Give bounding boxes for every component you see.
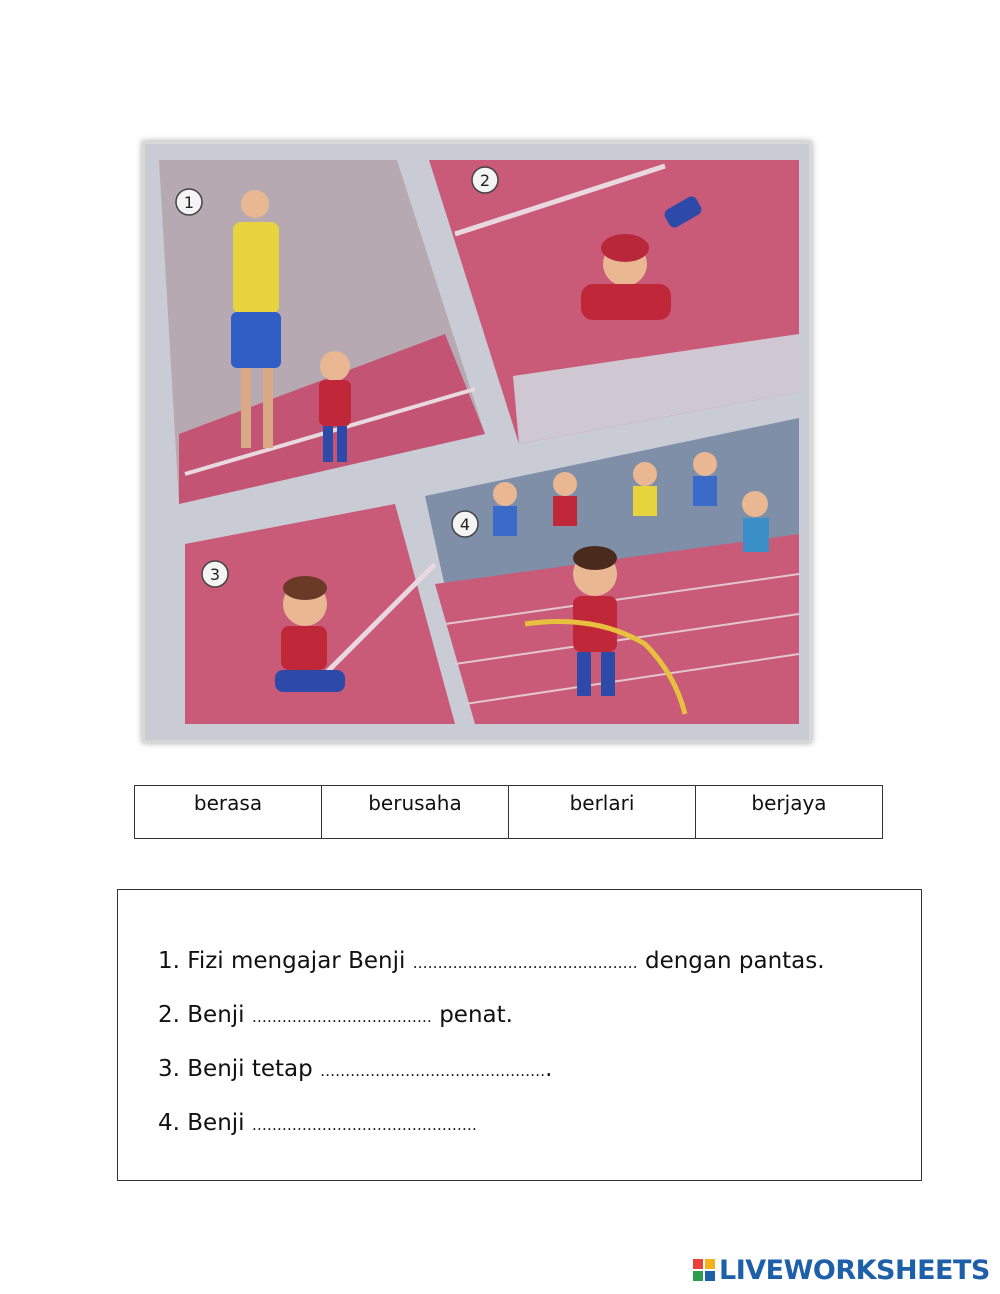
liveworksheets-logo: [693, 1255, 990, 1285]
question-number: 4.: [158, 1110, 180, 1136]
comic-illustration: [142, 141, 812, 743]
question-text-before: Benji: [187, 1002, 245, 1028]
question-text-before: Benji: [187, 1110, 245, 1136]
questions-box: [117, 889, 922, 1181]
question-number: 1.: [158, 948, 180, 974]
question-4: [158, 1110, 477, 1136]
logo-blocks-icon: [693, 1259, 715, 1281]
question-text-before: Fizi mengajar Benji: [187, 948, 406, 974]
question-3: [158, 1056, 552, 1082]
word-bank-cell: berasa: [135, 786, 322, 839]
answer-blank[interactable]: ………………………………: [251, 1008, 432, 1026]
panel-3-number: 3: [209, 565, 221, 584]
answer-blank[interactable]: ………………………………………: [412, 954, 638, 972]
question-1: [158, 948, 825, 974]
question-text-before: Benji tetap: [187, 1056, 313, 1082]
panel-1-number: 1: [183, 193, 195, 212]
question-text-after: penat.: [439, 1002, 513, 1028]
question-text-after: dengan pantas.: [644, 948, 825, 974]
word-bank-cell: berjaya: [696, 786, 883, 839]
answer-blank[interactable]: ………………………………………: [251, 1116, 477, 1134]
word-bank-row: [135, 786, 883, 839]
question-number: 3.: [158, 1056, 180, 1082]
word-bank-cell: berusaha: [322, 786, 509, 839]
comic-panels: [145, 144, 809, 740]
question-number: 2.: [158, 1002, 180, 1028]
answer-blank[interactable]: ………………………………………: [320, 1062, 546, 1080]
word-bank-table: [134, 785, 883, 839]
word-bank-cell: berlari: [509, 786, 696, 839]
panel-4-number: 4: [459, 515, 471, 534]
question-2: [158, 1002, 513, 1028]
question-text-after: .: [545, 1056, 553, 1082]
logo-text: LIVEWORKSHEETS: [719, 1254, 990, 1286]
panel-2-number: 2: [479, 171, 491, 190]
